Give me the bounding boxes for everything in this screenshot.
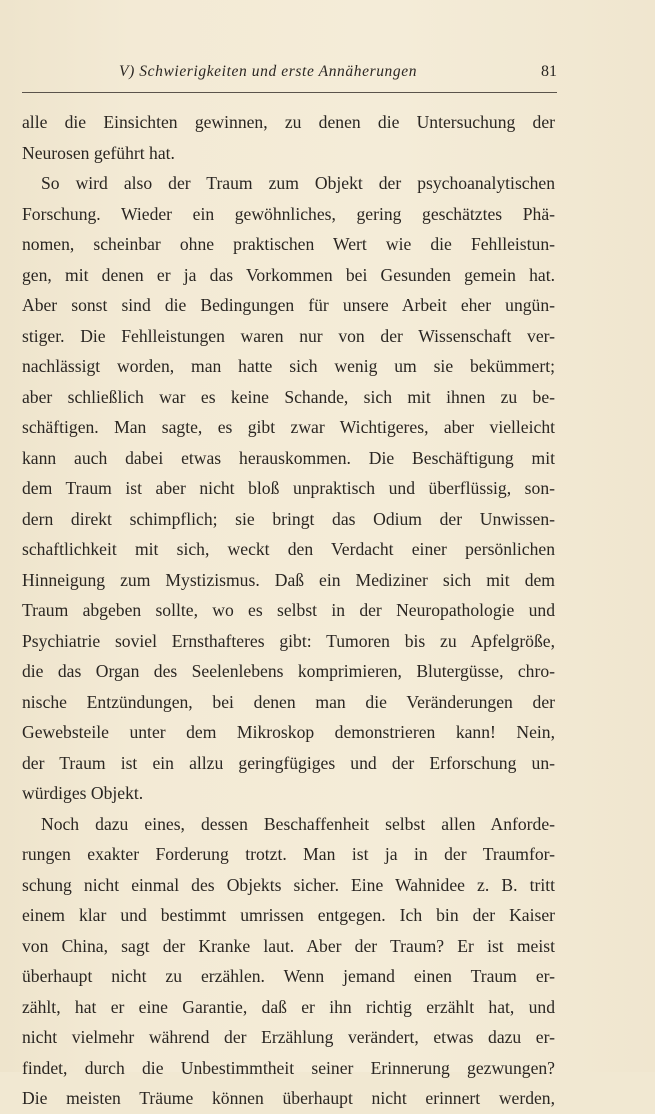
text-line: Gewebsteile unter dem Mikroskop demonstrieren kann! Nein,: [22, 722, 555, 742]
text-line: einem klar und bestimmt umrissen entgegen. Ich bin der Kaiser: [22, 905, 555, 925]
text-line: findet, durch die Unbestimmtheit seiner Erinnerung gezwungen?: [22, 1057, 555, 1078]
text-line: schaftlichkeit mit sich, weckt den Verdacht einer persönlichen: [22, 539, 555, 559]
text-line: kann auch dabei etwas herauskommen. Die Beschäftigung mit: [22, 447, 555, 468]
text-line: rungen exakter Forderung trotzt. Man ist ja in der Traumfor-: [22, 844, 555, 864]
text-line: Die meisten Träume können überhaupt nicht erinnert werden,: [22, 1088, 555, 1108]
text-line: überhaupt nicht zu erzählen. Wenn jemand einen Traum er-: [22, 966, 555, 986]
page-header: [22, 63, 557, 85]
text-line: So wird also der Traum zum Objekt der psychoanalytischen: [41, 173, 555, 193]
text-line: Hinneigung zum Mystizismus. Daß ein Mediziner sich mit dem: [22, 569, 555, 590]
text-line: nachlässigt worden, man hatte sich wenig um sie bekümmert;: [22, 356, 555, 376]
header-rule: [22, 92, 557, 93]
text-line: zählt, hat er eine Garantie, daß er ihn richtig erzählt hat, und: [22, 996, 555, 1017]
text-line: würdiges Objekt.: [22, 783, 144, 803]
text-line: schäftigen. Man sagte, es gibt zwar Wichtigeres, aber vielleicht: [22, 417, 555, 437]
text-line: gen, mit denen er ja das Vorkommen bei Gesunden gemein hat.: [22, 264, 555, 285]
text-line: Traum abgeben sollte, wo es selbst in der Neuropathologie und: [22, 600, 555, 620]
text-line: dern direkt schimpflich; sie bringt das Odium der Unwissen-: [22, 508, 555, 529]
text-line: Aber sonst sind die Bedingungen für unsere Arbeit eher ungün-: [22, 295, 555, 315]
text-line: nische Entzündungen, bei denen man die Veränderungen der: [22, 691, 555, 712]
text-line: nomen, scheinbar ohne praktischen Wert wie die Fehlleistun-: [22, 234, 555, 254]
text-line: Neurosen geführt hat.: [22, 142, 175, 163]
text-line: von China, sagt der Kranke laut. Aber der Traum? Er ist meist: [22, 935, 555, 956]
text-line: Psychiatrie soviel Ernsthafteres gibt: Tumoren bis zu Apfelgröße,: [22, 630, 555, 651]
text-line: aber schließlich war es keine Schande, sich mit ihnen zu be-: [22, 386, 555, 407]
text-line: alle die Einsichten gewinnen, zu denen die Untersuchung der: [22, 112, 555, 132]
body-text: [22, 107, 555, 1114]
text-line: dem Traum ist aber nicht bloß unpraktisch und überflüssig, son-: [22, 478, 555, 498]
text-line: die das Organ des Seelenlebens komprimieren, Blutergüsse, chro-: [22, 661, 555, 681]
text-line: nicht vielmehr während der Erzählung verändert, etwas dazu er-: [22, 1027, 555, 1047]
text-line: schung nicht einmal des Objekts sicher. Eine Wahnidee z. B. tritt: [22, 874, 555, 895]
running-head: V) Schwierigkeiten und erste Annäherungen: [119, 63, 418, 80]
text-line: stiger. Die Fehlleistungen waren nur von der Wissenschaft ver-: [22, 325, 555, 346]
text-line: Noch dazu eines, dessen Beschaffenheit selbst allen Anforde-: [41, 813, 555, 834]
text-line: Forschung. Wieder ein gewöhnliches, gering geschätztes Phä-: [22, 203, 555, 224]
text-line: der Traum ist ein allzu geringfügiges und der Erforschung un-: [22, 752, 555, 773]
page-number: 81: [541, 63, 557, 80]
